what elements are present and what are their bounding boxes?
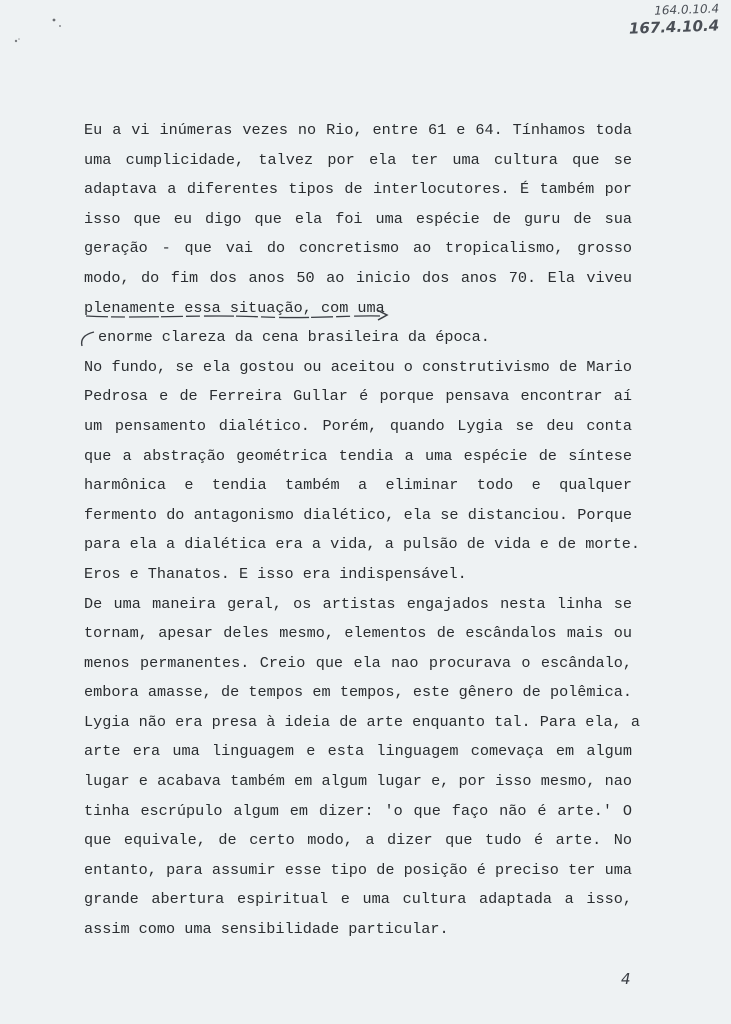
text-line: arte era uma linguagem e esta linguagem comevaça em algum [84, 742, 632, 761]
archive-ref-code-top: 164.0.10.4 [653, 1, 720, 18]
text-line: grande abertura espiritual e uma cultura adaptada a isso, [84, 890, 632, 909]
text-line: para ela a dialética era a vida, a pulsão de vida e de morte. [84, 535, 640, 554]
page-number: 4 [621, 970, 631, 988]
text-line: isso que eu digo que ela foi uma espécie de guru de sua [84, 209, 632, 228]
text-line: Lygia não era presa à ideia de arte enquanto tal. Para ela, a [84, 712, 640, 731]
text-line: tinha escrúpulo algum em dizer: 'o que faço não é arte.' O [84, 801, 632, 820]
text-line: lugar e acabava também em algum lugar e, por isso mesmo, nao [84, 772, 632, 791]
text-line: De uma maneira geral, os artistas engajados nesta linha se [84, 594, 632, 613]
text-line-handwritten-underlined: plenamente essa situação, com uma [84, 298, 385, 317]
archive-ref-code-bottom: 167.4.10.4 [628, 16, 720, 38]
text-line: harmônica e tendia também a eliminar todo e qualquer [84, 476, 632, 495]
text-line: Eu a vi inúmeras vezes no Rio, entre 61 e 64. Tínhamos toda [84, 121, 632, 139]
text-line: uma cumplicidade, talvez por ela ter uma cultura que se [84, 150, 632, 169]
text-line: que a abstração geométrica tendia a uma espécie de síntese [84, 446, 632, 465]
text-line: fermento do antagonismo dialético, ela se distanciou. Porque [84, 505, 632, 524]
text-line: modo, do fim dos anos 50 ao inicio dos anos 70. Ela viveu [84, 268, 632, 287]
text-line: entanto, para assumir esse tipo de posição é preciso ter uma [84, 860, 632, 879]
archive-reference-codes [629, 2, 719, 36]
text-line: tornam, apesar deles mesmo, elementos de escândalos mais ou [84, 624, 632, 643]
text-line: que equivale, de certo modo, a dizer que tudo é arte. No [84, 831, 632, 850]
paper-speck-marks [10, 14, 70, 54]
text-line: adaptava a diferentes tipos de interlocutores. É também por [84, 180, 632, 199]
text-line: menos permanentes. Creio que ela nao procurava o escândalo, [84, 653, 632, 672]
text-line: No fundo, se ela gostou ou aceitou o construtivismo de Mario [84, 357, 632, 376]
text-line: um pensamento dialético. Porém, quando Lygia se deu conta [84, 416, 632, 435]
text-line: assim como uma sensibilidade particular. [84, 920, 449, 939]
text-line: geração - que vai do concretismo ao tropicalismo, grosso [84, 239, 632, 258]
text-line: embora amasse, de tempos em tempos, este gênero de polêmica. [84, 683, 632, 702]
handwritten-underline-mark [84, 302, 404, 352]
text-line: enorme clareza da cena brasileira da época. [98, 328, 490, 347]
text-line: Eros e Thanatos. E isso era indispensável. [84, 564, 467, 583]
text-line: Pedrosa e de Ferreira Gullar é porque pensava encontrar aí [84, 387, 632, 406]
typed-text-body [84, 116, 640, 945]
